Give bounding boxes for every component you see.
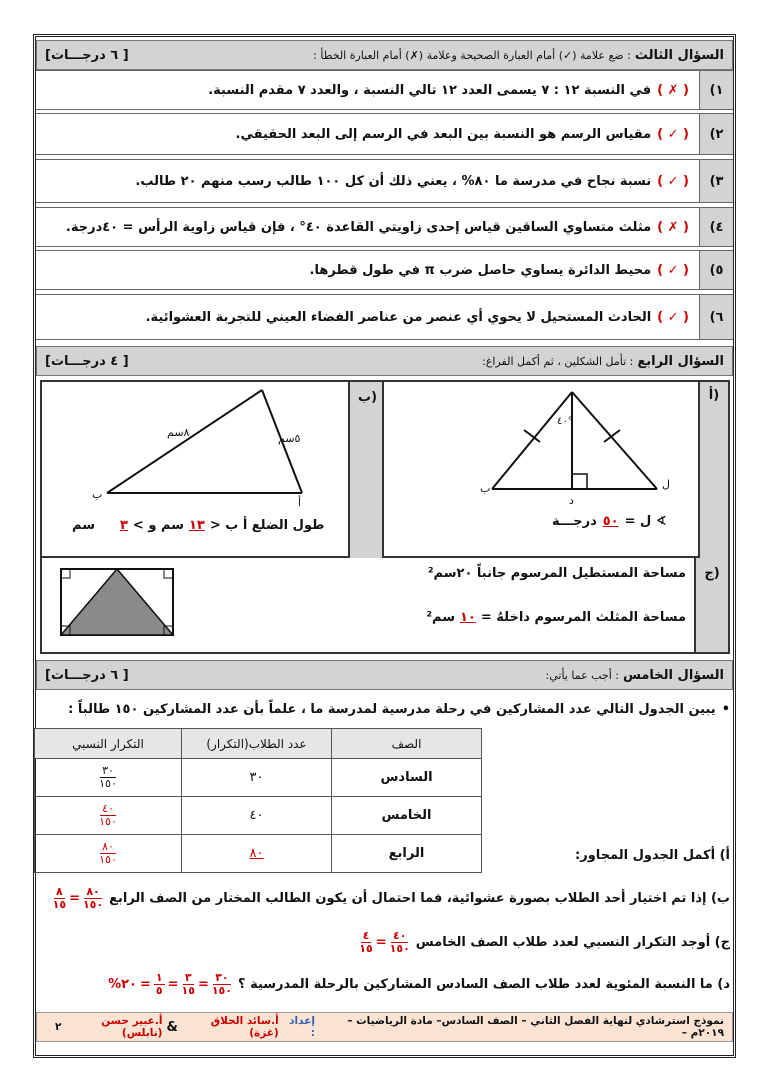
part-c-line2: مساحة المثلث المرسوم داخلهُ = ١٠ سم² [426,610,686,625]
section5-points: [ ٦ درجـــات] [45,667,129,683]
answer-c: $\frac{٤٠}{١٥٠}$ = $\frac{٤}{١٥}$ [359,929,410,956]
footer [36,1012,733,1042]
section4-instruction: : تأمل الشكلين ، ثم أكمل الفراغ: [482,354,634,368]
statement-text: الحادث المستحيل لا يحوي أي عنصر من عناصر الفضاء العيني للتجربة العشوائية. [145,309,652,325]
side-8cm-label: ٨سم [167,426,190,439]
part-a-answer: ∢ ل = ٥٠ درجـــة [552,514,667,529]
footer-amp: & [166,1019,178,1035]
statement-number: ٢) [699,114,733,154]
table-row [35,759,482,797]
part-b-label: ب) [358,390,378,405]
part-b-answer: طول الضلع أ ب < ١٣ سم و > ٣ سم [72,518,325,533]
part-c-label-cell: ج) [694,558,728,652]
statement-row [36,70,733,110]
table-row [35,835,482,873]
part-c-line1: مساحة المستطيل المرسوم جانباً ٢٠سم² [427,566,686,581]
answer-d: $\frac{٣٠}{١٥٠}$ = $\frac{٣}{١٥}$ = $\frac{١}{٥}$ = ٢٠% [108,971,232,998]
statement-text: في النسبة ١٢ : ٧ يسمى العدد ١٢ تالي النسبة ، والعدد ٧ مقدم النسبة. [208,82,652,98]
page-number: ٢ [55,1021,62,1033]
table-row [35,797,482,835]
statement-number: ٤) [699,208,733,246]
statement-mark: ( ✗ ) [657,219,689,235]
relative-cell: $\frac{٨٠}{١٥٠}$ [35,835,182,873]
section5-header [36,660,733,690]
section3-header [36,40,733,70]
statement-row [36,294,733,340]
grade-cell: السادس [332,759,482,797]
question-b: ب) إذا تم اختيار أحد الطلاب بصورة عشوائية، فما احتمال أن يكون الطالب المختار من الصف الرابع $\frac{٨٠}{١٥٠}$ = $\frac{٨}{١٥}$ [52,885,730,912]
part-divider [348,382,384,558]
statement-number: ٥) [699,251,733,289]
count-cell: ٤٠ [182,797,332,835]
table-header-count: عدد الطلاب(التكرار) [182,729,332,759]
frequency-table [34,728,482,873]
statement-number: ٣) [699,160,733,202]
vertex-b2-label: ب [92,488,103,501]
section3-instruction: : ضع علامة (✓) أمام العبارة الصحيحة وعلامة (✗) أمام العبارة الخطأ : [313,48,631,62]
statement-row [36,207,733,247]
statement-text: مقياس الرسم هو النسبة بين البعد في الرسم إلى البعد الحقيقي. [235,126,652,142]
statement-number: ١) [699,71,733,109]
footer-text: نموذج استرشادي لنهاية الفصل الثاني – الصف السادس– مادة الرياضيات – ٢٠١٩م – [347,1015,724,1039]
section5-title: السؤال الخامس [623,667,724,683]
section4-header [36,346,733,376]
footer-prep: إعداد : [289,1015,315,1039]
part-c-box [40,558,730,654]
footer-author1: أ.سائد الحلاق (غزة) [210,1015,279,1039]
statement-text: نسبة نجاح في مدرسة ما ٨٠% ، يعني ذلك أن كل ١٠٠ طالب رسب منهم ٢٠ طالب. [135,173,652,189]
vertex-d-label: د [569,494,574,507]
statement-text: محيط الدائرة يساوي حاصل ضرب π في طول قطرها. [309,262,652,278]
count-cell: ٣٠ [182,759,332,797]
question-c: ج) أوجد التكرار النسبي لعدد طلاب الصف الخامس $\frac{٤٠}{١٥٠}$ = $\frac{٤}{١٥}$ [359,929,730,956]
statement-mark: ( ✓ ) [657,126,689,142]
vertex-b-label: ب [480,482,491,495]
section4-figures [40,380,730,558]
grade-cell: الخامس [332,797,482,835]
table-header-relative: التكرار النسبي [35,729,182,759]
statement-row [36,159,733,203]
relative-cell: $\frac{٣٠}{١٥٠}$ [35,759,182,797]
statement-mark: ( ✓ ) [657,262,689,278]
section4-title: السؤال الرابع [637,353,724,369]
angle-40-label: ٤٠° [557,416,573,427]
statement-row [36,250,733,290]
section3-title: السؤال الثالث [634,47,724,63]
grade-cell: الرابع [332,835,482,873]
section3-points: [ ٦ درجـــات] [45,47,129,63]
relative-cell: $\frac{٤٠}{١٥٠}$ [35,797,182,835]
vertex-a-label: أ [298,496,302,509]
statement-text: مثلث متساوي الساقين قياس إحدى زاويتي القاعدة ٤٠° ، فإن قياس زاوية الرأس = ٤٠درجة. [65,219,652,235]
section4-points: [ ٤ درجـــات] [45,353,129,369]
part-a-label-cell: أ) [698,382,728,558]
statement-mark: ( ✓ ) [657,173,689,189]
statement-mark: ( ✗ ) [657,82,689,98]
question-d: د) ما النسبة المئوية لعدد طلاب الصف السادس المشاركين بالرحلة المدرسية ؟ $\frac{٣٠}{١٥٠}$ = $\frac{٣}{١٥}$ = $\frac{١}{٥}$ = ٢٠% [108,971,730,998]
footer-author2: أ.عبير حسن (نابلس) [101,1015,163,1039]
vertex-l-label: ل [662,478,670,491]
table-header-grade: الصف [332,729,482,759]
section5-bullet: • يبين الجدول التالي عدد المشاركين في رحلة مدرسية لمدرسة ما ، علماً بأن عدد المشاركين ١٥٠ طالباً : [68,702,730,717]
count-cell: ٨٠ [182,835,332,873]
statement-number: ٦) [699,295,733,339]
rectangle-triangle-figure [60,568,176,638]
isosceles-triangle-figure [382,382,700,558]
bullet-icon: • [721,702,730,717]
statement-row [36,113,733,155]
section5-instruction: : أجب عما يأتي: [545,668,619,682]
question-a: أ) أكمل الجدول المجاور: [575,848,730,863]
answer-b: $\frac{٨٠}{١٥٠}$ = $\frac{٨}{١٥}$ [52,885,104,912]
statement-mark: ( ✓ ) [657,309,689,325]
side-5cm-label: ٥سم [278,432,301,445]
